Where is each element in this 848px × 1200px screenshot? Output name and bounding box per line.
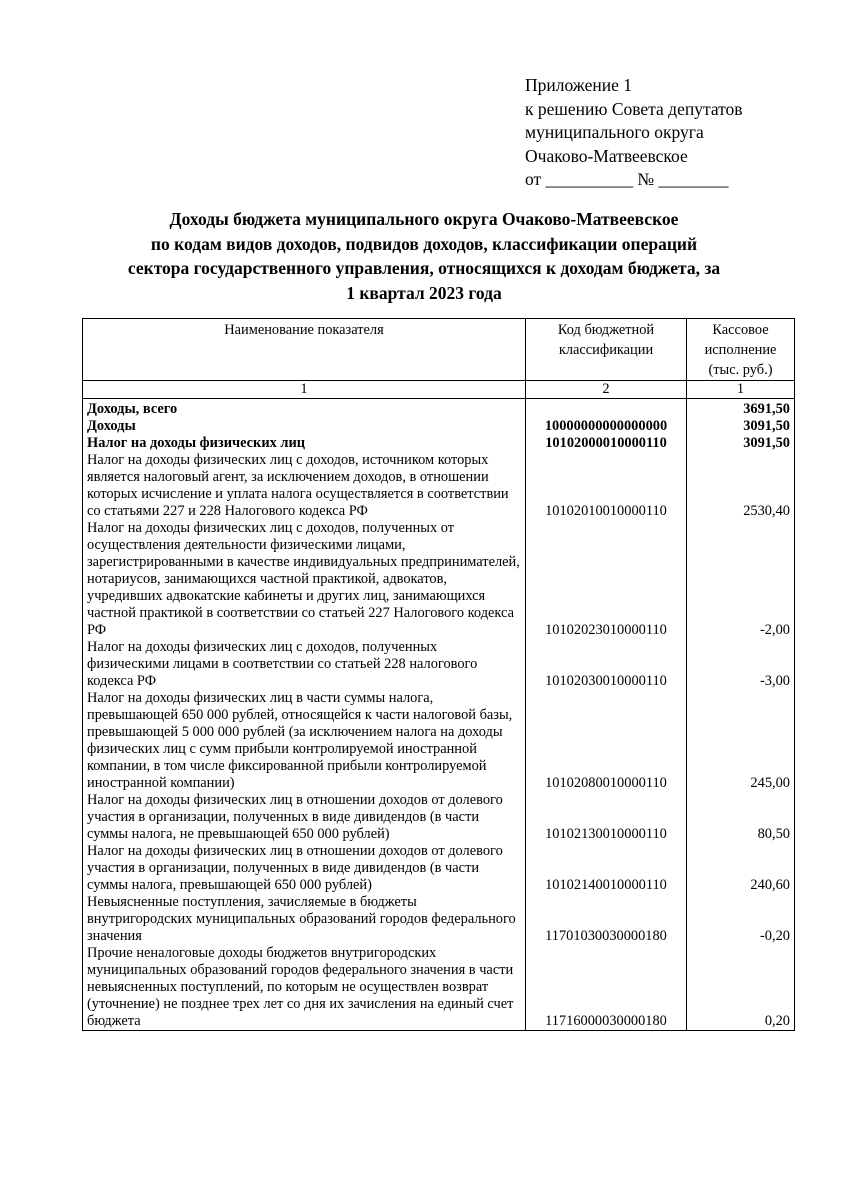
header-name: Наименование показателя [83, 319, 526, 381]
row-code-cell: 10102140010000110 [526, 843, 687, 894]
row-name-cell: Налог на доходы физических лиц в части суммы налога, превышающей 650 000 рублей, относящейся к части налоговой базы, превышающей 5 000 000 рублей (за исключением налога на доходы физических лиц с сумм прибыли контролируемой иностранной компании, в том числе фиксированной прибыли контролируемой иностранной компании) [83, 690, 526, 792]
row-code-cell: 11701030030000180 [526, 894, 687, 945]
table-row [83, 435, 795, 452]
row-name-cell: Налог на доходы физических лиц в отношении доходов от долевого участия в организации, полученных в виде дивидендов (в части суммы налога, превышающей 650 000 рублей) [83, 843, 526, 894]
table-row [83, 452, 795, 520]
appendix-line: муниципального округа [525, 122, 704, 142]
table-row [83, 639, 795, 690]
row-amount-cell: -0,20 [687, 894, 795, 945]
appendix-line: от __________ № ________ [525, 169, 729, 189]
appendix-line: Очаково-Матвеевское [525, 145, 688, 166]
row-name-cell: Налог на доходы физических лиц с доходов, полученных физическими лицами в соответствии со статьей 228 налогового кодекса РФ [83, 639, 526, 690]
table-row [83, 418, 795, 435]
column-number: 1 [687, 381, 795, 399]
row-amount-cell: 0,20 [687, 945, 795, 1031]
row-name-cell: Налог на доходы физических лиц [83, 435, 526, 452]
row-amount-cell: 245,00 [687, 690, 795, 792]
row-amount-cell: -2,00 [687, 520, 795, 639]
row-name-cell: Доходы, всего [83, 399, 526, 419]
row-name-cell: Невыясненные поступления, зачисляемые в бюджеты внутригородских муниципальных образований городов федерального значения [83, 894, 526, 945]
row-code-cell: 10102010010000110 [526, 452, 687, 520]
row-code-cell: 10102000010000110 [526, 435, 687, 452]
row-amount-cell: 2530,40 [687, 452, 795, 520]
row-amount-cell: 240,60 [687, 843, 795, 894]
table-row [83, 690, 795, 792]
row-amount-cell: 3691,50 [687, 399, 795, 419]
row-amount-cell: 3091,50 [687, 435, 795, 452]
table-header-row [83, 319, 795, 381]
appendix-line: Приложение 1 [525, 75, 633, 95]
header-code: Код бюджетной классификации [526, 319, 687, 381]
row-name-cell: Налог на доходы физических лиц в отношении доходов от долевого участия в организации, полученных в виде дивидендов (в части суммы налога, не превышающей 650 000 рублей) [83, 792, 526, 843]
title-line: Доходы бюджета муниципального округа Очаково-Матвеевское [169, 209, 679, 229]
title-line: 1 квартал 2023 года [346, 282, 502, 303]
row-code-cell: 10000000000000000 [526, 418, 687, 435]
table-row [83, 843, 795, 894]
row-amount-cell: 80,50 [687, 792, 795, 843]
income-table [82, 318, 795, 1031]
column-number: 2 [526, 381, 687, 399]
row-amount-cell: 3091,50 [687, 418, 795, 435]
column-number-row [83, 381, 795, 399]
header-amount: Кассовое исполнение (тыс. руб.) [687, 319, 795, 381]
table-row [83, 399, 795, 419]
column-number: 1 [83, 381, 526, 399]
row-name-cell: Налог на доходы физических лиц с доходов, полученных от осуществления деятельности физическими лицами, зарегистрированными в качестве индивидуальных предпринимателей, нотариусов, занимающихся частной практикой, адвокатов, учредивших адвокатские кабинеты и других лиц, занимающихся частной практикой в соответствии со статьей 227 Налогового кодекса РФ [83, 520, 526, 639]
table-row [83, 792, 795, 843]
appendix-block [525, 74, 825, 192]
row-name-cell: Прочие неналоговые доходы бюджетов внутригородских муниципальных образований городов федерального значения в части невыясненных поступлений, по которым не осуществлен возврат (уточнение) не позднее трех лет со дня их зачисления на единый счет бюджета [83, 945, 526, 1031]
title-line: по кодам видов доходов, подвидов доходов, классификации операций [150, 233, 698, 254]
row-code-cell: 10102030010000110 [526, 639, 687, 690]
table-row [83, 520, 795, 639]
row-name-cell: Доходы [83, 418, 526, 435]
row-name-cell: Налог на доходы физических лиц с доходов, источником которых является налоговый агент, за исключением доходов, в отношении которых исчисление и уплата налога осуществляется в соответствии со статьями 227 и 228 Налогового кодекса РФ [83, 452, 526, 520]
appendix-line: к решению Совета депутатов [525, 98, 743, 119]
table-row [83, 894, 795, 945]
row-code-cell [526, 399, 687, 419]
row-code-cell: 10102130010000110 [526, 792, 687, 843]
table-row [83, 945, 795, 1031]
document-title [60, 207, 788, 305]
row-code-cell: 11716000030000180 [526, 945, 687, 1031]
row-code-cell: 10102023010000110 [526, 520, 687, 639]
row-amount-cell: -3,00 [687, 639, 795, 690]
title-line: сектора государственного управления, относящихся к доходам бюджета, за [127, 258, 721, 278]
row-code-cell: 10102080010000110 [526, 690, 687, 792]
